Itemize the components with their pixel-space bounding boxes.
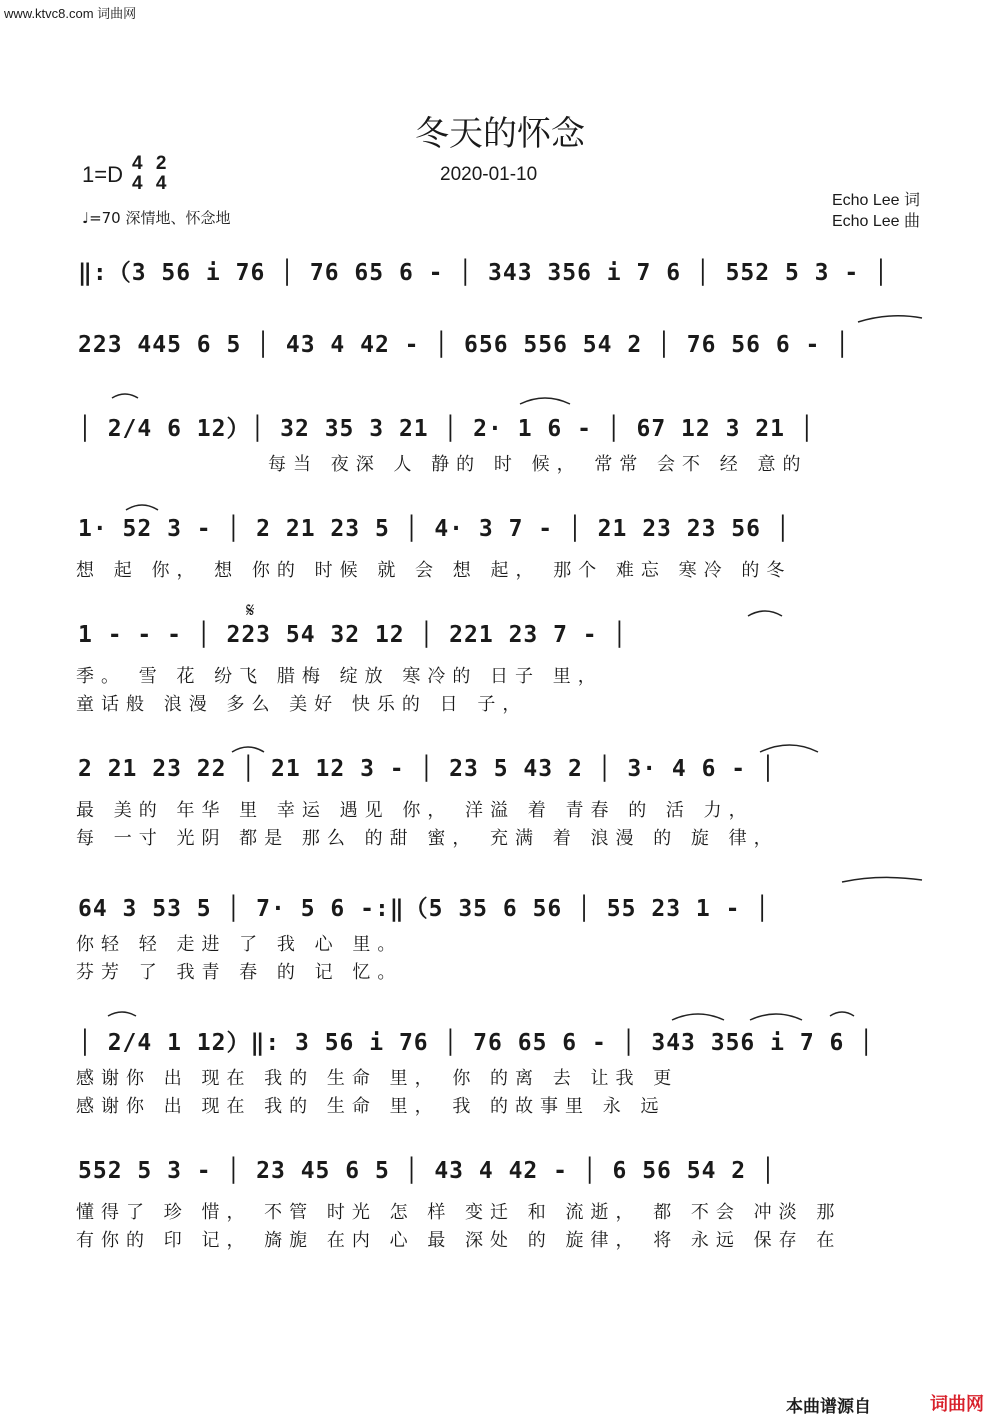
lyric-line: 每 一寸 光阴 都是 那么 的甜 蜜， 充满 着 浪漫 的 旋 律， [76,828,779,849]
lyricist-credit: Echo Lee 词 [831,192,920,209]
notation-row: ‖:（3 56 i 76 │ 76 65 6 - │ 343 356 i 7 6 │ 552 5 3 - │ [78,260,889,286]
lyric-line: 最 美的 年华 里 幸运 遇见 你， 洋溢 着 青春 的 活 力， [76,800,754,821]
footer-brand-logo[interactable]: 词曲网 [930,1394,984,1415]
key-signature: 1=D [82,162,123,187]
time-sig-a-bottom: 4 [132,173,143,194]
notation-row: │ 2/4 1 12）‖: 3 56 i 76 │ 76 65 6 - │ 343 356 i 7 6 │ [78,1030,875,1056]
time-sig-a-top: 4 [132,153,143,174]
site-watermark: www.ktvc8.com 词曲网 [4,6,137,21]
lyric-line: 感谢你 出 现在 我的 生命 里， 我 的故事里 永 远 [76,1096,666,1117]
notation-row: 1· 52 3 - │ 2 21 23 5 │ 4· 3 7 - │ 21 23 23 56 │ [78,516,791,542]
lyric-line: 想 起 你， 想 你的 时候 就 会 想 起， 那个 难忘 寒冷 的冬 [76,560,792,581]
song-title: 冬天的怀念 [415,114,585,154]
lyric-line: 每当 夜深 人 静的 时 候， 常常 会不 经 意的 [268,454,808,475]
segno-icon: 𝄋 [246,598,255,622]
time-sig-b-top: 2 [155,153,167,174]
lyric-line: 芬芳 了 我青 春 的 记 忆。 [76,962,403,983]
notation-row: 552 5 3 - │ 23 45 6 5 │ 43 4 42 - │ 6 56 54 2 │ [78,1158,776,1184]
lyric-line: 有你的 印 记， 旖旎 在内 心 最 深处 的 旋律， 将 永远 保存 在 [76,1230,842,1251]
composer-credit: Echo Lee 曲 [831,213,920,230]
lyric-line: 季。 雪 花 纷飞 腊梅 绽放 寒冷的 日子 里， [76,666,603,687]
notation-row: 223 445 6 5 │ 43 4 42 - │ 656 556 54 2 │ 76 56 6 - │ [78,332,851,358]
lyric-line: 懂得了 珍 惜， 不管 时光 怎 样 变迁 和 流逝， 都 不会 冲淡 那 [76,1202,842,1223]
notation-row: 1 - - - │ 223 54 32 12 │ 221 23 7 - │ [78,622,628,648]
lyric-line: 你轻 轻 走进 了 我 心 里。 [76,934,403,955]
tempo-marking: ♩=70 深情地、怀念地 [82,209,231,227]
lyric-line: 感谢你 出 现在 我的 生命 里， 你 的离 去 让我 更 [76,1068,679,1089]
notation-row: 2 21 23 22 │ 21 12 3 - │ 23 5 43 2 │ 3· 4 6 - │ [78,756,776,782]
notation-row: 64 3 53 5 │ 7· 5 6 -:‖（5 35 6 56 │ 55 23 1 - │ [78,896,771,922]
lyric-line: 童话般 浪漫 多么 美好 快乐的 日 子， [76,694,528,715]
notation-row: │ 2/4 6 12）│ 32 35 3 21 │ 2· 1 6 - │ 67 12 3 21 │ [78,416,815,442]
song-date: 2020-01-10 [440,164,538,185]
footer-source-text: 本曲谱源自 [786,1397,871,1417]
time-sig-b-bottom: 4 [155,173,167,194]
